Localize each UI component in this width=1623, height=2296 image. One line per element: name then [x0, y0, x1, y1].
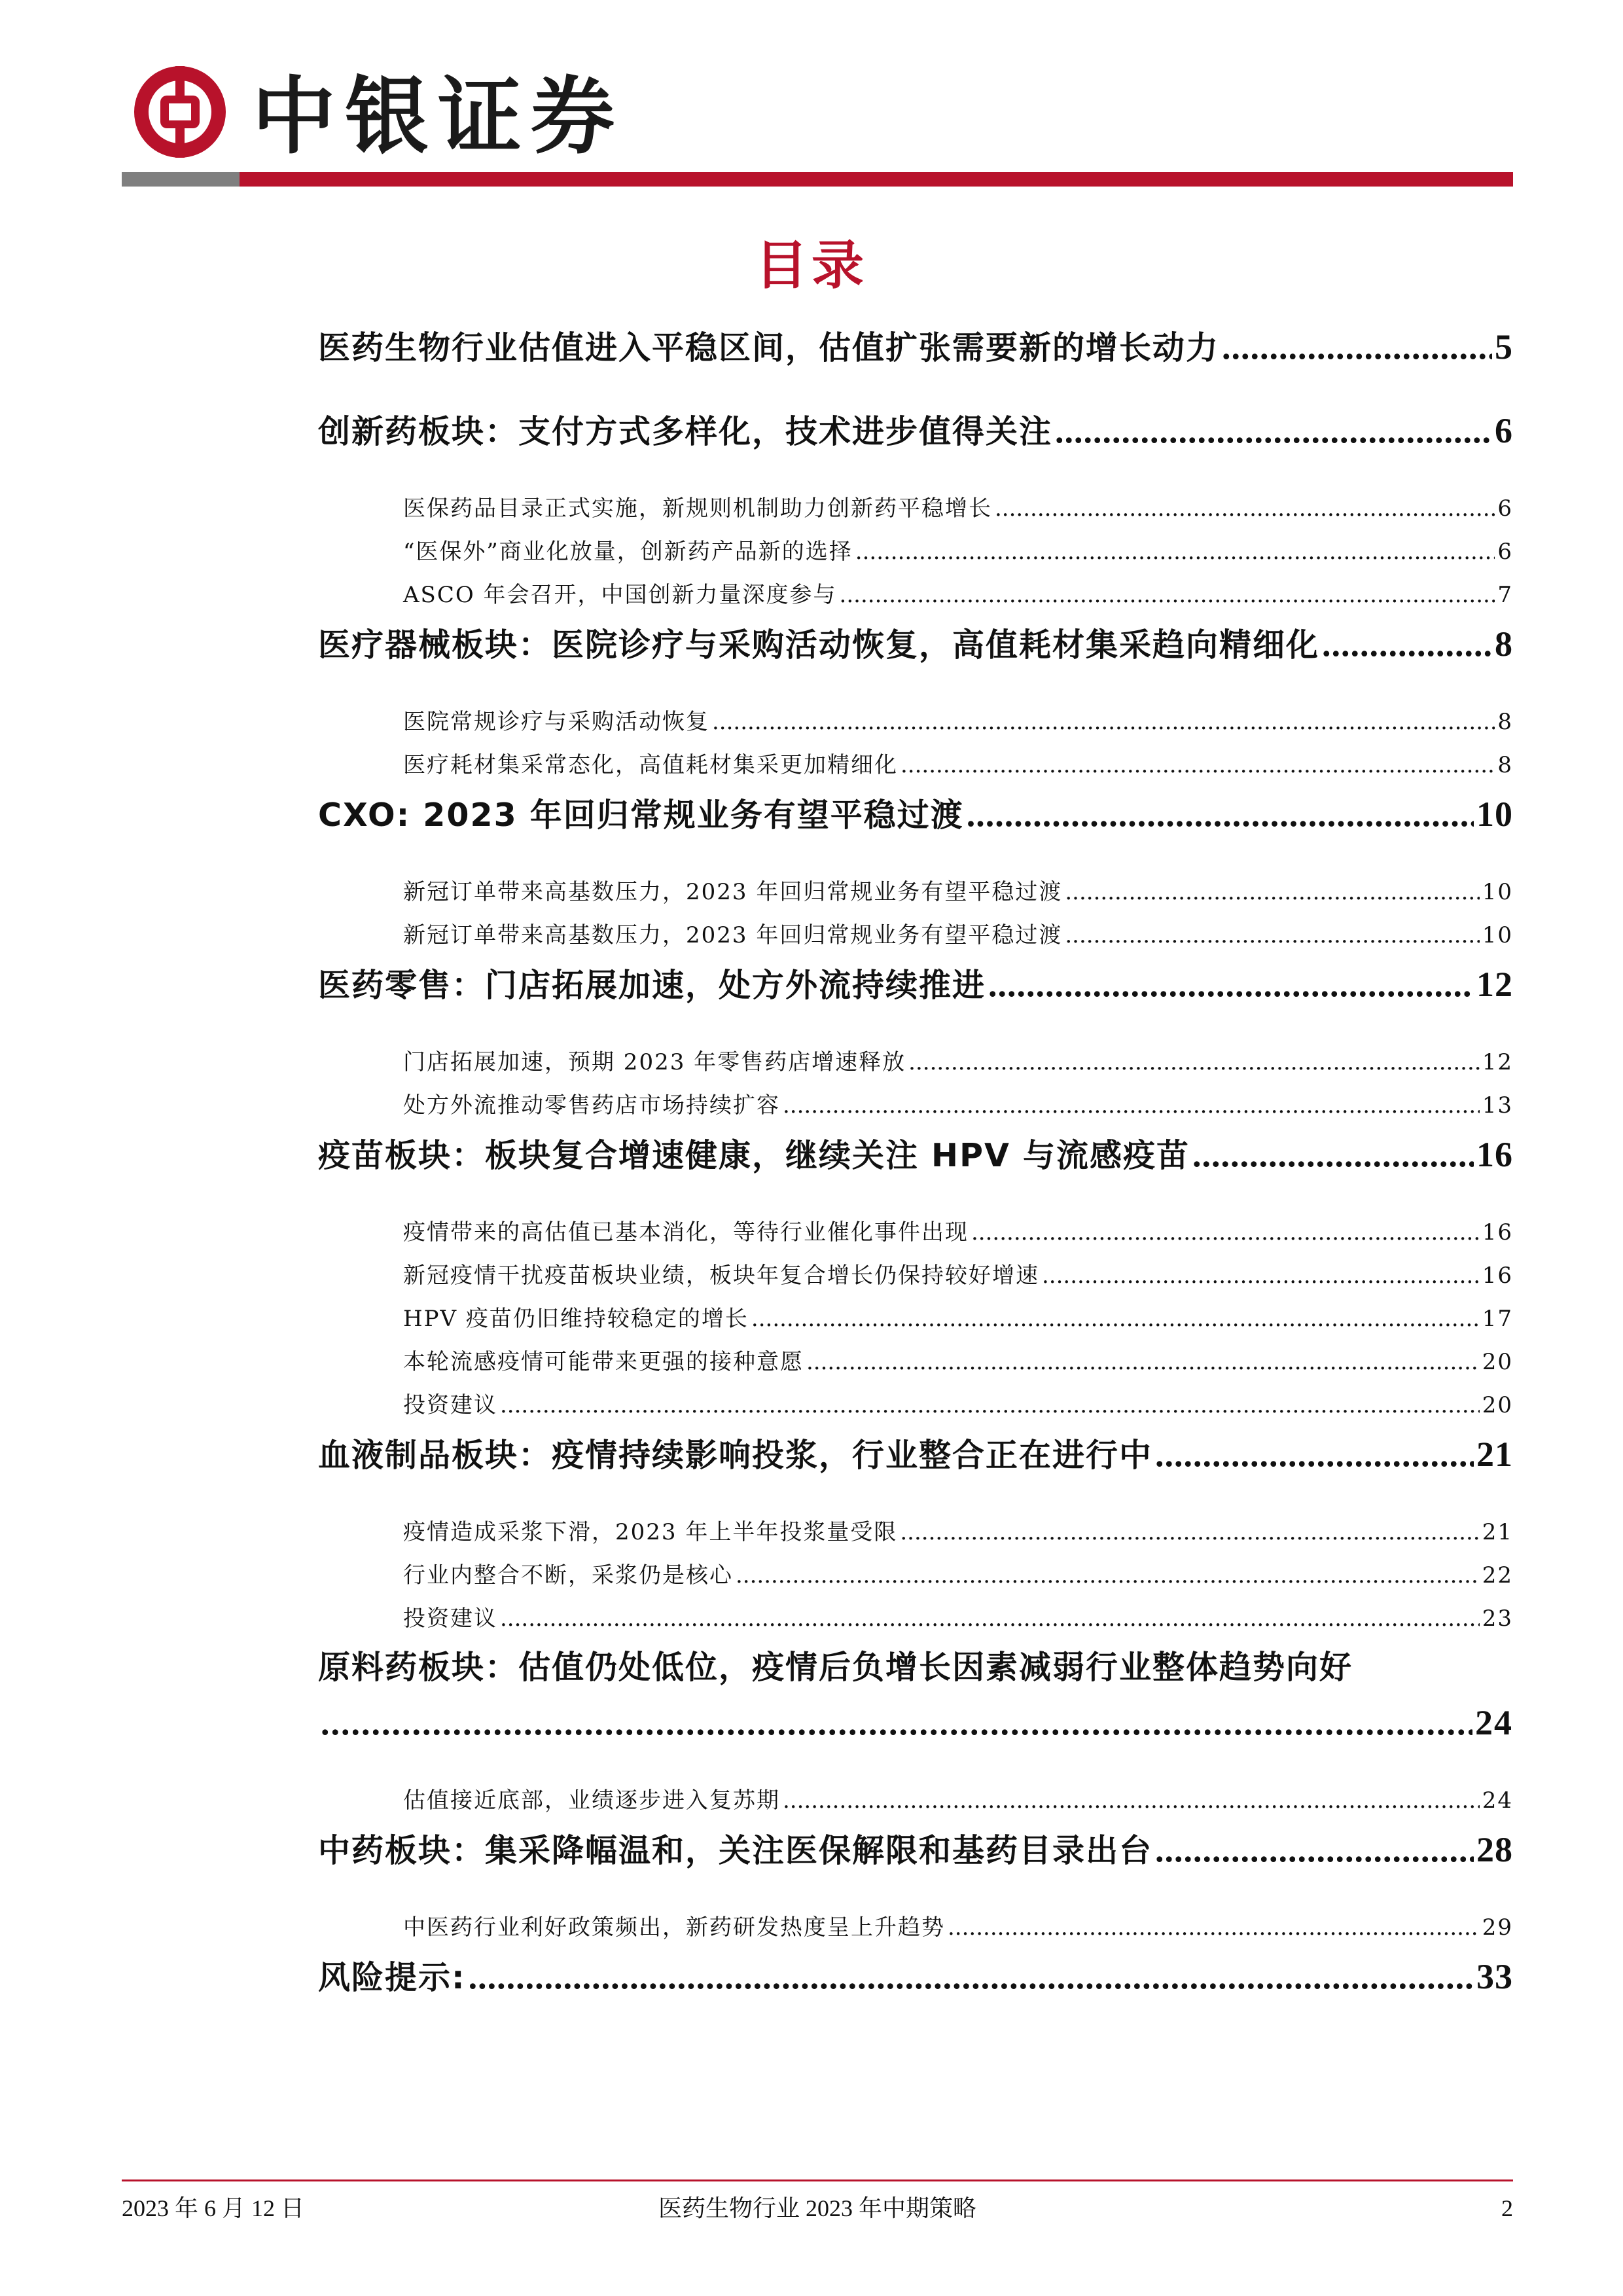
toc-section-title: CXO: 2023 年回归常规业务有望平稳过渡 — [318, 797, 964, 834]
toc-dot-leader — [1155, 1427, 1474, 1482]
toc-dot-leader — [1065, 914, 1479, 957]
toc-section-page: 5 — [1495, 327, 1513, 367]
toc-subsection-page: 20 — [1482, 1349, 1513, 1375]
toc-subsection[interactable] — [318, 530, 1513, 573]
toc-subsection-page: 20 — [1482, 1392, 1513, 1418]
toc-subsection-page: 23 — [1482, 1605, 1513, 1632]
toc-subsection-title: 疫情带来的高估值已基本消化，等待行业催化事件出现 — [403, 1219, 969, 1246]
toc-subsection-title: 医疗耗材集采常态化，高值耗材集采更加精细化 — [403, 752, 898, 778]
toc-subsection-page: 12 — [1482, 1049, 1513, 1075]
toc-subsection-page: 13 — [1482, 1092, 1513, 1119]
toc-dot-leader — [1065, 870, 1479, 914]
toc-subsection-title: 投资建议 — [403, 1605, 497, 1632]
page-footer — [122, 2189, 1513, 2228]
toc-section-page: 6 — [1495, 411, 1513, 450]
toc-subsection-page: 29 — [1482, 1914, 1513, 1941]
toc-subsection[interactable] — [318, 700, 1513, 744]
toc-dot-leader — [751, 1297, 1480, 1340]
toc-dot-leader — [988, 957, 1474, 1012]
toc-section-title: 疫苗板块：板块复合增速健康，继续关注 HPV 与流感疫苗 — [318, 1137, 1190, 1174]
toc-dot-leader — [783, 1084, 1480, 1127]
toc-subsection-page: 24 — [1482, 1787, 1513, 1814]
toc-dot-leader — [469, 1949, 1474, 2004]
toc-section-page: 24 — [1475, 1703, 1513, 1742]
toc-subsection-title: 新冠订单带来高基数压力，2023 年回归常规业务有望平稳过渡 — [403, 922, 1063, 948]
toc-subsection[interactable] — [318, 1906, 1513, 1949]
toc-section-title: 医药生物行业估值进入平稳区间，估值扩张需要新的增长动力 — [318, 329, 1220, 367]
toc-subsection-title: 医院常规诊疗与采购活动恢复 — [403, 709, 709, 735]
toc-section-page: 8 — [1495, 624, 1513, 664]
toc-section-title: 中药板块：集采降幅温和，关注医保解限和基药目录出台 — [318, 1832, 1153, 1869]
toc-section-title: 医疗器械板块：医院诊疗与采购活动恢复，高值耗材集采趋向精细化 — [318, 626, 1320, 664]
toc-subsection-page: 10 — [1482, 879, 1513, 905]
toc-subsection-title: 新冠疫情干扰疫苗板块业绩，板块年复合增长仍保持较好增速 — [403, 1263, 1039, 1289]
toc-dot-leader — [1192, 1127, 1474, 1182]
bank-of-china-logo-icon — [131, 63, 229, 161]
footer-rule — [122, 2179, 1513, 2181]
toc-section-3[interactable] — [318, 617, 1513, 672]
toc-subsection[interactable] — [318, 1511, 1513, 1554]
toc-subsection-page: 8 — [1497, 752, 1513, 778]
toc-section-4[interactable] — [318, 787, 1513, 842]
toc-subsection-title: 估值接近底部，业绩逐步进入复苏期 — [403, 1787, 780, 1814]
toc-dot-leader — [1042, 1254, 1480, 1297]
toc-section-page: 28 — [1476, 1830, 1513, 1869]
toc-dot-leader — [500, 1384, 1480, 1427]
toc-subsection-title: 行业内整合不断，采浆仍是核心 — [403, 1562, 733, 1588]
toc-subsection[interactable] — [318, 1084, 1513, 1127]
toc-subsection[interactable] — [318, 1554, 1513, 1597]
toc-dot-leader — [806, 1340, 1480, 1384]
toc-subsection-title: “医保外”商业化放量，创新药产品新的选择 — [403, 539, 853, 565]
toc-subsection-title: 中医药行业利好政策频出，新药研发热度呈上升趋势 — [403, 1914, 945, 1941]
toc-dot-leader — [500, 1597, 1480, 1640]
toc-section-title: 风险提示: — [318, 1959, 466, 1996]
toc-section-6[interactable] — [318, 1127, 1513, 1182]
header-rule-gray — [122, 172, 240, 187]
toc-subsection[interactable] — [318, 1297, 1513, 1340]
footer-page-number: 2 — [1501, 2195, 1513, 2221]
toc-subsection-page: 22 — [1482, 1562, 1513, 1588]
toc-subsection[interactable] — [318, 487, 1513, 530]
toc-subsection-page: 6 — [1497, 495, 1513, 522]
toc-subsection-page: 8 — [1497, 709, 1513, 735]
header-rule-red — [240, 172, 1513, 187]
toc-subsection-page: 10 — [1482, 922, 1513, 948]
toc-dot-leader — [1322, 617, 1492, 672]
toc-dot-leader — [908, 1041, 1480, 1084]
toc-subsection-title: 新冠订单带来高基数压力，2023 年回归常规业务有望平稳过渡 — [403, 879, 1063, 905]
toc-subsection-title: ASCO 年会召开，中国创新力量深度参与 — [403, 582, 837, 608]
toc-section-7[interactable] — [318, 1427, 1513, 1482]
toc-subsection[interactable] — [318, 573, 1513, 617]
toc-subsection-page: 21 — [1482, 1519, 1513, 1545]
toc-dot-leader — [900, 1511, 1479, 1554]
toc-subsection-title: 疫情造成采浆下滑，2023 年上半年投浆量受限 — [403, 1519, 898, 1545]
toc-dot-leader — [967, 787, 1474, 842]
toc-subsection-page: 6 — [1497, 539, 1513, 565]
footer-date: 2023 年 6 月 12 日 — [122, 2195, 305, 2221]
toc-section-page: 21 — [1476, 1435, 1513, 1474]
toc-dot-leader — [321, 1695, 1472, 1750]
toc-subsection-page: 16 — [1482, 1263, 1513, 1289]
toc-section-1[interactable] — [318, 319, 1513, 374]
footer-report-title: 医药生物行业 2023 年中期策略 — [658, 2195, 976, 2221]
toc-dot-leader — [995, 487, 1495, 530]
toc-subsection-page: 7 — [1497, 582, 1513, 608]
page-header — [0, 0, 1623, 196]
toc-section-10[interactable] — [318, 1949, 1513, 2004]
toc-subsection[interactable] — [318, 1211, 1513, 1254]
toc-dot-leader — [736, 1554, 1480, 1597]
toc-subsection[interactable] — [318, 1597, 1513, 1640]
toc-section-5[interactable] — [318, 957, 1513, 1012]
toc-dot-leader — [1155, 1822, 1474, 1877]
toc-dot-leader — [971, 1211, 1480, 1254]
toc-section-title: 创新药板块：支付方式多样化，技术进步值得关注 — [318, 413, 1053, 450]
table-of-contents — [318, 319, 1513, 2004]
toc-subsection[interactable] — [318, 914, 1513, 957]
toc-section-page: 16 — [1476, 1135, 1513, 1174]
toc-subsection-title: 投资建议 — [403, 1392, 497, 1418]
toc-subsection[interactable] — [318, 1254, 1513, 1297]
toc-dot-leader — [901, 744, 1495, 787]
toc-section-8[interactable] — [318, 1640, 1513, 1750]
toc-title: 目录 — [755, 235, 868, 296]
toc-subsection-page: 17 — [1482, 1306, 1513, 1332]
toc-section-2[interactable] — [318, 403, 1513, 458]
toc-dot-leader — [783, 1779, 1480, 1822]
toc-section-title: 血液制品板块：疫情持续影响投浆，行业整合正在进行中 — [318, 1437, 1153, 1474]
toc-subsection-title: HPV 疫苗仍旧维持较稳定的增长 — [403, 1306, 749, 1332]
toc-subsection[interactable] — [318, 1340, 1513, 1384]
toc-subsection-title: 本轮流感疫情可能带来更强的接种意愿 — [403, 1349, 804, 1375]
toc-subsection-title: 医保药品目录正式实施，新规则机制助力创新药平稳增长 — [403, 495, 992, 522]
toc-section-page: 12 — [1476, 965, 1513, 1004]
toc-section-title: 原料药板块：估值仍处低位，疫情后负增长因素减弱行业整体趋势向好 — [318, 1649, 1353, 1686]
toc-subsection-title: 门店拓展加速，预期 2023 年零售药店增速释放 — [403, 1049, 906, 1075]
brand-name: 中银证券 — [252, 68, 624, 166]
toc-dot-leader — [855, 530, 1495, 573]
toc-dot-leader — [712, 700, 1495, 744]
toc-dot-leader — [1222, 319, 1492, 374]
toc-section-page: 10 — [1476, 795, 1513, 834]
toc-subsection-title: 处方外流推动零售药店市场持续扩容 — [403, 1092, 780, 1119]
toc-section-page: 33 — [1476, 1957, 1513, 1996]
toc-subsection[interactable] — [318, 870, 1513, 914]
toc-section-9[interactable] — [318, 1822, 1513, 1877]
toc-dot-leader — [1055, 403, 1492, 458]
toc-subsection[interactable] — [318, 1041, 1513, 1084]
toc-section-title: 医药零售：门店拓展加速，处方外流持续推进 — [318, 967, 986, 1004]
toc-subsection[interactable] — [318, 744, 1513, 787]
toc-subsection-page: 16 — [1482, 1219, 1513, 1246]
toc-subsection[interactable] — [318, 1384, 1513, 1427]
toc-subsection[interactable] — [318, 1779, 1513, 1822]
toc-dot-leader — [948, 1906, 1480, 1949]
toc-dot-leader — [840, 573, 1495, 617]
